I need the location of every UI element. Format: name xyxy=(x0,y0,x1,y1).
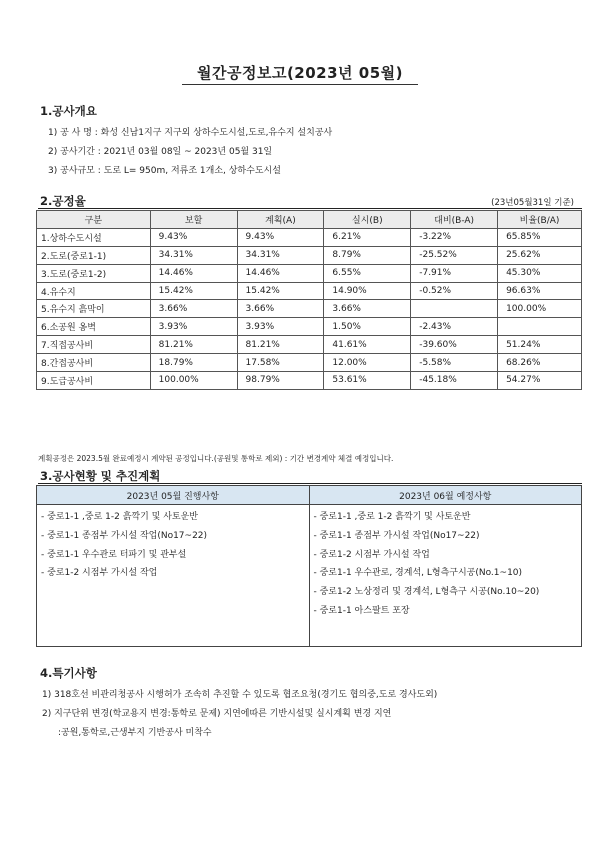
table-cell: 25.62% xyxy=(498,246,582,264)
row-label: 3.도로(중로1-2) xyxy=(37,264,151,282)
table-cell: 65.85% xyxy=(498,228,582,246)
column-header: 실시(B) xyxy=(324,211,411,229)
table-cell: 3.66% xyxy=(324,300,411,318)
table-cell: 14.90% xyxy=(324,282,411,300)
progress-heading: 2.공정율 xyxy=(40,194,86,208)
table-cell: 98.79% xyxy=(237,372,324,390)
list-item: - 중로1-1 종점부 가시설 작업(No17~22) xyxy=(313,530,480,541)
table-cell: -39.60% xyxy=(411,336,498,354)
table-cell: 81.21% xyxy=(150,336,237,354)
table-cell: 3.66% xyxy=(237,300,324,318)
table-row xyxy=(37,372,582,390)
table-cell: 96.63% xyxy=(498,282,582,300)
table-row xyxy=(37,264,582,282)
table-cell: 81.21% xyxy=(237,336,324,354)
table-cell: 53.61% xyxy=(324,372,411,390)
table-cell: -45.18% xyxy=(411,372,498,390)
plan-table xyxy=(36,485,582,647)
row-label: 9.도급공사비 xyxy=(37,372,151,390)
list-item: - 중로1-1 아스팔트 포장 xyxy=(313,605,410,616)
title-underline xyxy=(182,84,418,85)
overview-line: 1) 공 사 명 : 화성 신남1지구 지구외 상하수도시설,도로,유수지 설치공사 xyxy=(48,128,333,138)
table-cell: 15.42% xyxy=(237,282,324,300)
table-cell: 17.58% xyxy=(237,354,324,372)
table-row xyxy=(37,336,582,354)
table-cell: 45.30% xyxy=(498,264,582,282)
table-cell: 18.79% xyxy=(150,354,237,372)
list-item: - 중로1-1 우수관로 터파기 및 관부설 xyxy=(41,549,187,560)
row-label: 2.도로(중로1-1) xyxy=(37,246,151,264)
next-items xyxy=(309,505,582,647)
column-header: 계획(A) xyxy=(237,211,324,229)
section-rule xyxy=(38,483,582,484)
table-cell: 14.46% xyxy=(150,264,237,282)
table-cell: -0.52% xyxy=(411,282,498,300)
current-items xyxy=(37,505,310,647)
list-item: - 중로1-1 우수관로, 경계석, L형측구시공(No.1~10) xyxy=(313,568,523,579)
table-row xyxy=(37,246,582,264)
table-cell: 15.42% xyxy=(150,282,237,300)
row-label: 1.상하수도시설 xyxy=(37,228,151,246)
table-cell: 34.31% xyxy=(150,246,237,264)
table-cell: -7.91% xyxy=(411,264,498,282)
table-cell: 51.24% xyxy=(498,336,582,354)
list-item: - 중로1-1 종점부 가시설 작업(No17~22) xyxy=(41,530,208,541)
next-month-header: 2023년 06월 예정사항 xyxy=(309,486,582,505)
overview-heading: 1.공사개요 xyxy=(40,104,97,118)
plan-body-row xyxy=(37,505,582,647)
overview-line: 3) 공사규모 : 도로 L= 950m, 저류조 1개소, 상하수도시설 xyxy=(48,166,281,176)
status-heading: 3.공사현황 및 추진계획 xyxy=(40,469,161,483)
table-row xyxy=(37,354,582,372)
special-line: 1) 318호선 비관리청공사 시행허가 조속히 추진할 수 있도록 협조요청(경기도 협의중,도로 경사도외) xyxy=(42,690,438,700)
table-row xyxy=(37,300,582,318)
table-cell: 9.43% xyxy=(237,228,324,246)
column-header: 비율(B/A) xyxy=(498,211,582,229)
progress-table xyxy=(36,210,582,390)
table-cell: 3.66% xyxy=(150,300,237,318)
table-row xyxy=(37,228,582,246)
special-heading: 4.특기사항 xyxy=(40,666,97,680)
table-cell: 8.79% xyxy=(324,246,411,264)
table-cell: 100.00% xyxy=(498,300,582,318)
table-row xyxy=(37,318,582,336)
list-item: - 중로1-2 시점부 가시설 작업 xyxy=(313,549,430,560)
row-label: 5.유수지 흙막이 xyxy=(37,300,151,318)
table-cell: -5.58% xyxy=(411,354,498,372)
overview-line: 2) 공사기간 : 2021년 03월 08일 ~ 2023년 05월 31일 xyxy=(48,147,273,157)
table-cell: 68.26% xyxy=(498,354,582,372)
plan-header-row xyxy=(37,486,582,505)
table-row xyxy=(37,282,582,300)
special-line: :공원,통학로,근생부지 기반공사 미착수 xyxy=(58,728,212,738)
table-cell: 3.93% xyxy=(150,318,237,336)
list-item: - 중로1-2 노상정리 및 경계석, L형측구 시공(No.10~20) xyxy=(313,587,540,598)
table-cell xyxy=(411,300,498,318)
table-cell: 14.46% xyxy=(237,264,324,282)
table-cell: 54.27% xyxy=(498,372,582,390)
page-title: 월간공정보고(2023년 05월) xyxy=(197,64,403,82)
current-month-header: 2023년 05월 진행사항 xyxy=(37,486,310,505)
table-cell: 3.93% xyxy=(237,318,324,336)
table-cell: 34.31% xyxy=(237,246,324,264)
table-cell: -3.22% xyxy=(411,228,498,246)
row-label: 4.유수지 xyxy=(37,282,151,300)
base-date: (23년05월31일 기준) xyxy=(491,198,574,208)
progress-footnote: 계획공정은 2023.5월 완료예정시 계약된 공정입니다.(공원및 통학로 제외) : 기간 변경계약 체결 예정입니다. xyxy=(38,454,394,463)
row-label: 6.소공원 옹벽 xyxy=(37,318,151,336)
row-label: 8.간접공사비 xyxy=(37,354,151,372)
column-header: 대비(B-A) xyxy=(411,211,498,229)
table-cell: -25.52% xyxy=(411,246,498,264)
list-item: - 중로1-1 ,중로 1-2 흙깍기 및 사토운반 xyxy=(41,512,199,522)
table-cell: 1.50% xyxy=(324,318,411,336)
row-label: 7.직접공사비 xyxy=(37,336,151,354)
special-line: 2) 지구단위 변경(학교용지 변경:통학로 문제) 지연에따른 기반시설및 실시계획 변경 지연 xyxy=(42,709,392,719)
table-cell xyxy=(498,318,582,336)
column-header: 구분 xyxy=(37,211,151,229)
table-cell: 6.55% xyxy=(324,264,411,282)
table-cell: 9.43% xyxy=(150,228,237,246)
table-header-row xyxy=(37,211,582,229)
table-cell: 100.00% xyxy=(150,372,237,390)
section-rule xyxy=(38,208,582,209)
list-item: - 중로1-1 ,중로 1-2 흙깍기 및 사토운반 xyxy=(313,512,471,522)
table-cell: -2.43% xyxy=(411,318,498,336)
column-header: 보할 xyxy=(150,211,237,229)
table-cell: 41.61% xyxy=(324,336,411,354)
table-cell: 6.21% xyxy=(324,228,411,246)
table-cell: 12.00% xyxy=(324,354,411,372)
list-item: - 중로1-2 시점부 가시설 작업 xyxy=(41,568,158,579)
